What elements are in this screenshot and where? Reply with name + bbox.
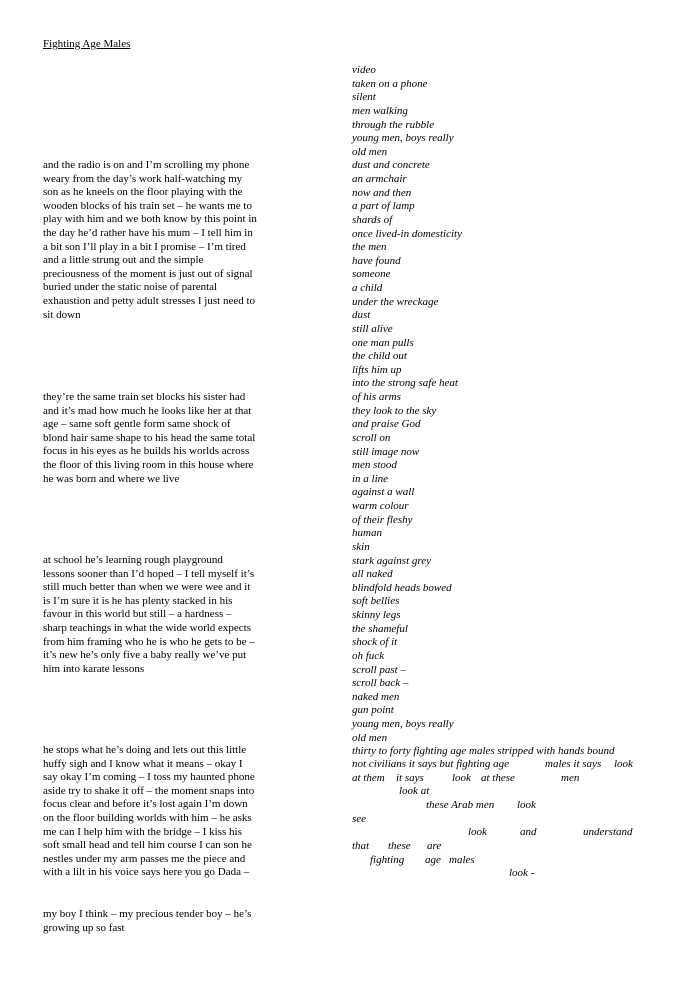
scatter-fragment: males it says (545, 758, 602, 770)
prose-stanza-1 (43, 159, 333, 322)
verse-line: still image now (352, 445, 420, 458)
prose-line: with a lilt in his voice says here you go Dada – (43, 866, 250, 879)
prose-line: he stops what he’s doing and lets out this little (43, 744, 247, 756)
verse-line: men stood (352, 459, 397, 472)
verse-line: young men, boys really (352, 132, 454, 145)
scatter-fragment: these Arab men (426, 799, 495, 811)
prose-line: growing up so fast (43, 921, 125, 934)
prose-line: exhaustion and petty adult stresses I just need to (43, 294, 256, 307)
scatter-fragment: are (427, 840, 442, 852)
prose-line: wooden blocks of his train set – he wants me to (43, 199, 252, 212)
prose-line: he was born and where we live (43, 472, 180, 485)
verse-line: and praise God (352, 418, 421, 431)
prose-line: is I’m sure it is he has plenty stacked in his (43, 594, 233, 607)
scatter-fragment: see (352, 813, 367, 825)
prose-line: favour in this world but still – a hardness – (43, 608, 232, 621)
prose-line: focus in his eyes as he builds his worlds across (43, 445, 250, 458)
scatter-fragment: look - (509, 867, 535, 879)
verse-line: of his arms (352, 391, 401, 403)
verse-line: once lived-in domesticity (352, 227, 462, 240)
scatter-fragment: look (468, 826, 487, 838)
scatter-fragment: these (388, 840, 411, 852)
verse-line: soft bellies (352, 595, 400, 608)
prose-line: age – same soft gentle form same shock of (43, 418, 231, 431)
prose-line: huffy sigh and I know what it means – okay I (43, 757, 243, 770)
scatter-fragment: fighting (370, 854, 405, 866)
prose-line: focus clear and before it’s lost again I’m down (43, 798, 248, 811)
verse-line: have found (352, 254, 401, 267)
prose-stanza-2 (43, 391, 333, 486)
prose-line: and the radio is on and I’m scrolling my phone (43, 159, 250, 171)
verse-line: warm colour (352, 500, 409, 512)
verse-line: scroll back – (352, 677, 409, 690)
verse-line: dust (352, 309, 371, 322)
verse-line: now and then (352, 186, 412, 199)
scatter-fragment: not civilians it says but fighting age (352, 758, 510, 770)
verse-line: blindfold heads bowed (352, 581, 452, 594)
verse-line: human (352, 527, 382, 540)
verse-line: skinny legs (352, 609, 401, 621)
prose-line: weary from the day’s work half-watching my (43, 172, 243, 185)
verse-line: against a wall (352, 486, 415, 499)
verse-line: a part of lamp (352, 200, 415, 213)
prose-stanza-3 (43, 554, 333, 676)
prose-line: him into karate lessons (43, 662, 145, 675)
prose-line: son as he kneels on the floor playing with the (43, 186, 243, 199)
verse-line: young men, boys really (352, 718, 454, 730)
verse-line: naked men (352, 690, 400, 703)
verse-line: of their fleshy (352, 513, 413, 526)
scatter-fragment: look (452, 772, 471, 784)
verse-line: shock of it (352, 636, 398, 649)
prose-line: at school he’s learning rough playground (43, 554, 223, 566)
verse-line: old men (352, 731, 388, 744)
verse-line: silent (352, 91, 376, 104)
prose-line: they’re the same train set blocks his sister had (43, 391, 246, 403)
verse-line: a child (352, 282, 383, 294)
prose-line: sit down (43, 308, 81, 321)
verse-line: skin (352, 540, 370, 553)
prose-line: preciousness of the moment is just out of signal (43, 267, 253, 280)
scatter-fragment: and (520, 826, 537, 838)
scatter-fragment: men (561, 772, 580, 784)
verse-line: taken on a phone (352, 77, 428, 90)
prose-line: from him framing who he is who he gets to be – (43, 635, 255, 648)
verse-line: they look to the sky (352, 404, 437, 417)
prose-stanza-4 (43, 744, 333, 880)
prose-line: aside try to shake it off – the moment snaps into (43, 784, 255, 797)
verse-line: scroll on (352, 431, 391, 444)
scatter-fragment: males (449, 854, 475, 866)
verse-line: old men (352, 145, 388, 158)
verse-line: all naked (352, 568, 393, 581)
scatter-fragment: look (614, 758, 633, 770)
prose-line: buried under the static noise of parental (43, 281, 218, 294)
prose-line: and it’s mad how much he looks like her at that (43, 404, 252, 417)
prose-line: lessons sooner than I’d hoped – I tell myself it’s (43, 567, 255, 580)
scatter-fragment: at them (352, 772, 385, 784)
scatter-fragment: look (517, 799, 536, 811)
prose-line: it’s new he’s only five a baby really we’ve put (43, 649, 247, 662)
prose-line: blond hair same shape to his head the same total (43, 431, 256, 444)
verse-line: scroll past – (352, 663, 406, 676)
poem-title: Fighting Age Males (43, 38, 131, 50)
verse-line: an armchair (352, 173, 407, 185)
verse-line: into the strong safe heat (352, 377, 458, 390)
verse-line: gun point (352, 704, 394, 717)
prose-line: a bit son I’ll play in a bit I promise – I’m tired (43, 240, 246, 253)
prose-line: the day he’d rather have his mum – I tell him in (43, 226, 253, 239)
verse-line: stark against grey (352, 554, 432, 567)
verse-line: in a line (352, 472, 389, 485)
prose-line: play with him and we both know by this point in (43, 213, 257, 226)
verse-line: dust and concrete (352, 159, 430, 172)
prose-line: and a little strung out and the simple (43, 254, 204, 267)
verse-line: someone (352, 268, 391, 281)
prose-stanza-5 (43, 908, 333, 935)
verse-line: oh fuck (352, 649, 385, 662)
prose-line: me can I help him with the bridge – I kiss his (43, 825, 242, 838)
verse-line: lifts him up (352, 363, 402, 376)
prose-line: soft small head and tell him course I can son he (43, 839, 252, 852)
verse-line: the child out (352, 350, 407, 363)
verse-line: under the wreckage (352, 295, 439, 308)
scatter-fragment: at these (481, 772, 515, 784)
prose-line: sharp teachings in what the wide world expects (43, 621, 252, 634)
verse-line: shards of (352, 213, 393, 226)
prose-line: the floor of this living room in this house where (43, 458, 254, 471)
verse-line: video (352, 64, 376, 76)
prose-line: nestles under my arm passes me the piece and (43, 852, 246, 865)
verse-line: still alive (352, 322, 393, 335)
verse-line: the shameful (352, 622, 408, 635)
scatter-fragment: that (352, 840, 370, 852)
prose-line: my boy I think – my precious tender boy – he’s (43, 908, 252, 920)
verse-column (352, 64, 652, 759)
scatter-fragment: it says (396, 772, 424, 784)
prose-line: on the floor building worlds with him – he asks (43, 811, 252, 824)
scatter-fragment: understand (583, 826, 633, 838)
scatter-fragment: look at (399, 785, 430, 797)
verse-line: thirty to forty fighting age males stripped with hands bound (352, 745, 615, 758)
verse-line: through the rubble (352, 118, 435, 131)
verse-line: men walking (352, 104, 408, 117)
verse-line: one man pulls (352, 336, 414, 349)
prose-line: still much better than when we were wee and it (43, 581, 251, 594)
scatter-fragment: age (425, 854, 441, 866)
verse-line: the men (352, 241, 387, 254)
prose-line: say okay I’m coming – I toss my haunted phone (43, 771, 255, 784)
